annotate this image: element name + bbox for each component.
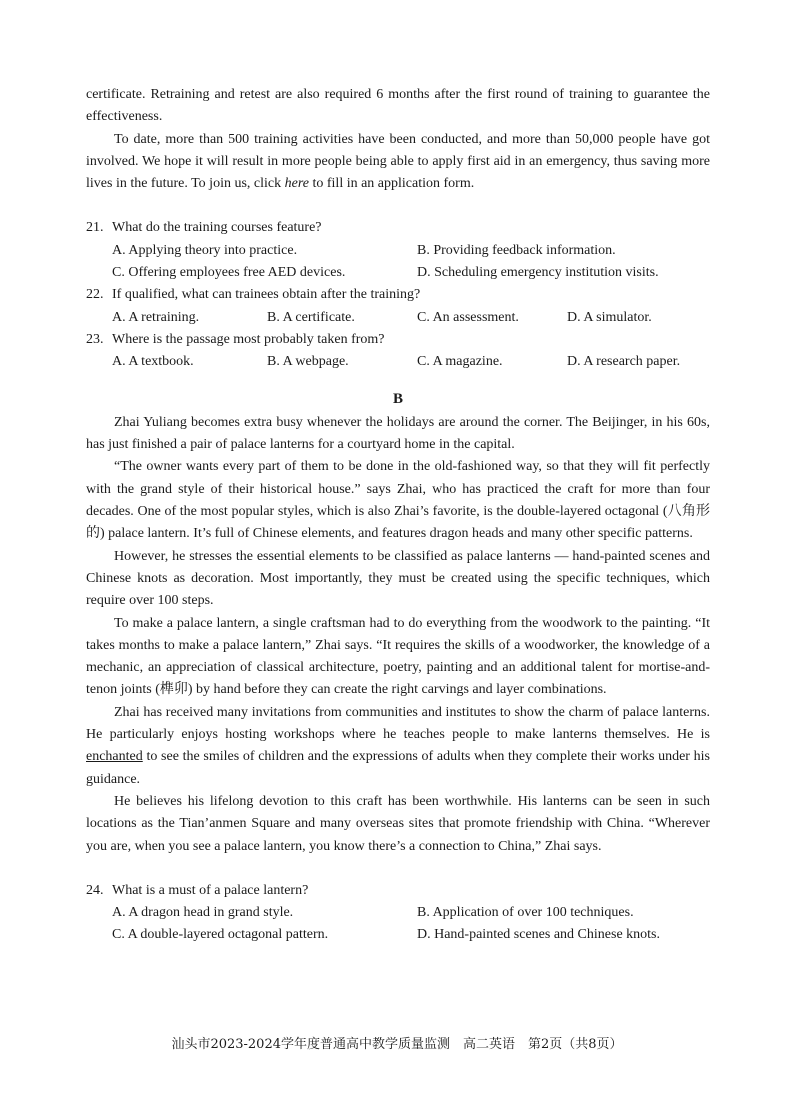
option-b: B. A certificate.	[267, 309, 355, 325]
question-24	[86, 880, 710, 902]
option-c: C. A magazine.	[417, 354, 503, 370]
section-b-paragraph-2: “The owner wants every part of them to be done in the old-fashioned way, so that they will fit perfectly with the grand style of their historical house.” says Zhai, who has practiced the craft for more than four decades. One of the most popular styles, which is also Zhai’s favorite, is the double-layered octagonal (八角形的) palace lantern. It’s full of Chinese elements, and features dragon heads and many other specific patterns.	[86, 459, 710, 542]
question-number: 21.	[86, 220, 104, 236]
section-b-paragraph-4: To make a palace lantern, a single craftsman had to do everything from the woodwork to the painting. “It takes months to make a palace lantern,” Zhai says. “It requires the skills of a woodworker, the knowledge of a mechanic, an appreciation of classical architecture, poetry, painting and an additional talent for mortise-and-tenon joints (榫卯) by hand before they can create the right carvings and layer combinations.	[86, 615, 710, 698]
section-b-paragraph-3: However, he stresses the essential elements to be classified as palace lanterns — hand-painted scenes and Chinese knots as decoration. Most importantly, they must be created using the specific techniques, which require over 100 steps.	[86, 548, 710, 609]
question-stem: If qualified, what can trainees obtain after the training?	[112, 287, 421, 303]
option-a: A. A dragon head in grand style.	[112, 905, 294, 921]
question-24-options	[86, 902, 710, 947]
question-stem: Where is the passage most probably taken from?	[112, 331, 385, 347]
option-d: D. Hand-painted scenes and Chinese knots.	[417, 927, 660, 943]
paragraph-text: Zhai has received many invitations from communities and institutes to show the charm of palace lanterns. He particularly enjoys hosting workshops where he teaches people to make lanterns themselves. He is	[86, 704, 710, 743]
option-b: B. Providing feedback information.	[417, 242, 616, 258]
exam-page	[86, 84, 710, 947]
option-b: B. A webpage.	[267, 354, 349, 370]
question-number: 24.	[86, 882, 104, 898]
option-a: A. A textbook.	[112, 354, 194, 370]
question-number: 23.	[86, 331, 104, 347]
option-c: C. A double-layered octagonal pattern.	[112, 927, 329, 943]
paragraph-text: To date, more than 500 training activities have been conducted, and more than 50,000 people have got involved. We hope it will result in more people being able to apply first aid in an emergency, thus saving more lives in the future. To join us, click	[86, 131, 710, 192]
option-a: A. A retraining.	[112, 309, 200, 325]
question-stem: What is a must of a palace lantern?	[112, 882, 309, 898]
option-a: A. Applying theory into practice.	[112, 242, 298, 258]
option-d: D. Scheduling emergency institution visits.	[417, 265, 659, 281]
section-b-paragraph-5	[86, 702, 710, 791]
option-b: B. Application of over 100 techniques.	[417, 905, 634, 921]
paragraph-text: to fill in an application form.	[308, 176, 475, 192]
section-b-paragraph-1: Zhai Yuliang becomes extra busy whenever the holidays are around the corner. The Beijinger, in his 60s, has just finished a pair of palace lanterns for a courtyard home in the capital.	[86, 414, 710, 453]
question-21	[86, 217, 710, 239]
option-c: C. An assessment.	[417, 309, 519, 325]
question-stem: What do the training courses feature?	[112, 220, 322, 236]
option-d: D. A research paper.	[567, 354, 681, 370]
page-footer: 汕头市2023-2024学年度普通高中教学质量监测 高二英语 第2页（共8页）	[171, 1037, 623, 1052]
here-link-text: here	[284, 176, 309, 192]
passage-a-paragraph-2	[86, 129, 710, 196]
question-23-options	[86, 351, 710, 373]
question-22-options	[86, 307, 710, 329]
option-d: D. A simulator.	[567, 309, 652, 325]
section-b-title: B	[392, 390, 403, 407]
question-21-options	[86, 240, 710, 285]
option-c: C. Offering employees free AED devices.	[112, 265, 346, 281]
section-b-paragraph-6: He believes his lifelong devotion to this craft has been worthwhile. His lanterns can be seen in such locations as the Tian’anmen Square and many overseas sites that promote friendship with China. “Wherever you are, when you see a palace lantern, you know there’s a connection to China,” Zhai says.	[86, 793, 710, 854]
question-22	[86, 284, 710, 306]
paragraph-text: to see the smiles of children and the expressions of adults when they complete their works under his guidance.	[86, 749, 710, 787]
question-23	[86, 329, 710, 351]
question-number: 22.	[86, 287, 104, 303]
underlined-word: enchanted	[86, 749, 143, 765]
passage-a-paragraph-1: certificate. Retraining and retest are also required 6 months after the first round of training to guarantee the effectiveness.	[86, 87, 710, 125]
